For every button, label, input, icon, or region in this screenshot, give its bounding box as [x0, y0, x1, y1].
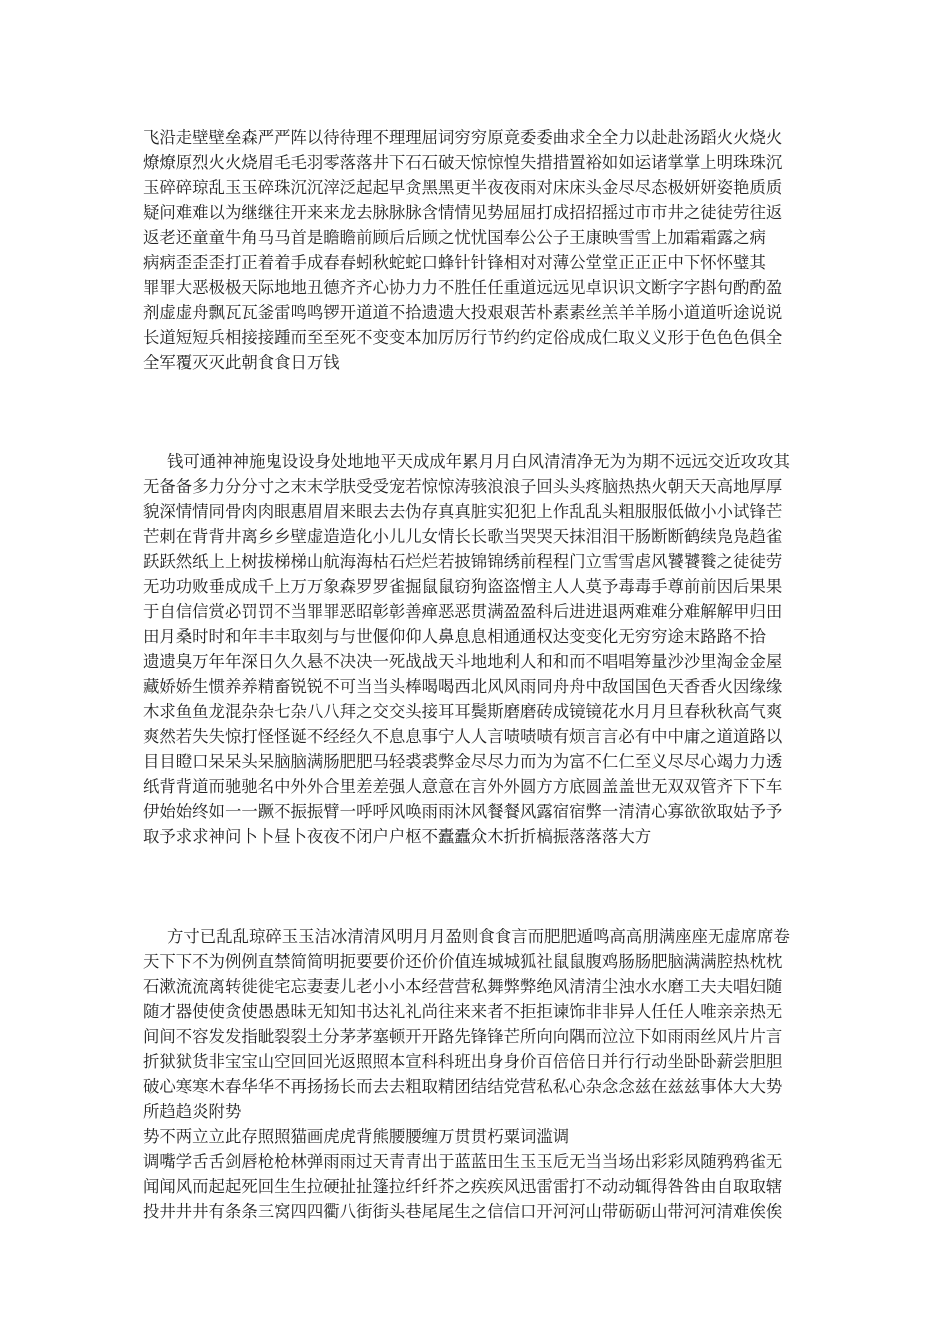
text-line: 玉碎碎琼乱玉玉碎珠沉沉滓泛起起早贪黑黑更半夜夜雨对床床头金尽尽态极妍妍姿艳质质 [143, 178, 783, 197]
text-line: 剂虚虚舟飘瓦瓦釜雷鸣鸣锣开道道不拾遗遗大投艰艰苦朴素素丝羔羊羊肠小道道听途说说 [143, 303, 783, 322]
text-line: 所趋趋炎附势 [143, 1102, 242, 1121]
text-line: 藏娇娇生惯养养精畜锐锐不可当当头棒喝喝西北风风雨同舟舟中敌国国色天香香火因缘缘 [143, 677, 783, 696]
text-line: 调嘴学舌舌剑唇枪枪林弹雨雨过天青青出于蓝蓝田生玉玉卮无当当场出彩彩凤随鸦鸦雀无 [143, 1152, 783, 1171]
text-line: 无功功败垂成成千上万万象森罗罗雀掘鼠鼠窃狗盗盗憎主人人莫予毒毒手尊前前因后果果 [143, 577, 783, 596]
text-line: 于自信信赏必罚罚不当罪罪恶昭彰彰善瘅恶恶贯满盈盈科后进进退两难难分难解解甲归田 [143, 602, 783, 621]
text-line: 全军覆灭灭此朝食食日万钱 [143, 353, 340, 372]
text-line: 飞沿走壁壁垒森严严阵以待待理不理理屈词穷穷原竟委委曲求全全力以赴赴汤蹈火火烧火 [143, 128, 783, 147]
text-line: 闻闻风而起起死回生生拉硬扯扯篷拉纤纤芥之疾疾风迅雷雷打不动动辄得咎咎由自取取辖 [143, 1177, 783, 1196]
text-line: 投井井井有条条三窝四四衢八街街头巷尾尾生之信信口开河河山带砺砺山带河河清难俟俟 [143, 1202, 783, 1221]
text-line: 天下下不为例例直禁简简明扼要要价还价价值连城城狐社鼠鼠腹鸡肠肠肥脑满满腔热枕枕 [143, 952, 783, 971]
text-line: 返老还童童牛角马马首是瞻瞻前顾后后顾之忧忧国奉公公子王康映雪雪上加霜霜露之病 [143, 228, 766, 247]
text-line: 木求鱼鱼龙混杂杂七杂八八拜之交交头接耳耳鬓斯磨磨砖成镜镜花水月月旦春秋秋高气爽 [143, 702, 783, 721]
text-line: 遗遗臭万年年深日久久悬不决决一死战战天斗地地利人和和而不唱唱筹量沙沙里淘金金屋 [143, 652, 783, 671]
text-line: 田月桑时时和年丰丰取刻与与世偃仰仰人鼻息息相通通权达变变化无穷穷途末路路不拾 [143, 627, 766, 646]
text-line: 破心寒寒木春华华不再扬扬长而去去粗取精团结结党营私私心杂念念兹在兹兹事体大大势 [143, 1077, 783, 1096]
text-line: 折狱狱货非宝宝山空回回光返照照本宣科科班出身身价百倍倍日并行行动坐卧卧薪尝胆胆 [143, 1052, 783, 1071]
text-line: 貌深情情同骨肉肉眼惠眉眉来眼去去伪存真真脏实犯犯上作乱乱头粗服服低做小小试锋芒 [143, 502, 783, 521]
text-line: 病病歪歪歪打正着着手成春春蚓秋蛇蛇口蜂针针锋相对对薄公堂堂正正正中下怀怀璧其 [143, 253, 766, 272]
text-line: 疑问难难以为继继往开来来龙去脉脉脉含情情见势屈屈打成招招摇过市市井之徒徒劳往返 [143, 203, 783, 222]
text-line: 爽然若失失惊打怪怪诞不经经久不息息事宁人人言啧啧啧有烦言言必有中中庸之道道路以 [143, 727, 783, 746]
text-line: 随才器使使贪使愚愚昧无知知书达礼礼尚往来来者不拒拒谏饰非非异人任任人唯亲亲热无 [143, 1002, 783, 1021]
text-line: 石漱流流离转徙徙宅忘妻妻儿老小小本经营营私舞弊弊绝风清清尘浊水水磨工夫夫唱妇随 [143, 977, 783, 996]
text-line: 燎燎原烈火火烧眉毛毛羽零落落井下石石破天惊惊惶失措措置裕如如运诸掌掌上明珠珠沉 [143, 153, 783, 172]
text-line: 伊始始终如一一蹶不振振臂一呼呼风唤雨雨沐风餐餐风露宿宿弊一清清心寡欲欲取姑予予 [143, 802, 783, 821]
text-line: 芒刺在背背井离乡乡壁虚造造化小儿儿女情长长歌当哭哭天抹泪泪干肠断断鹤续凫凫趋雀 [143, 527, 783, 546]
text-line: 长道短短兵相接接踵而至至死不变变本加厉厉行节约约定俗成成仁取义义形于色色色俱全 [143, 328, 783, 347]
text-line: 纸背背道而驰驰名中外外合里差差强人意意在言外外圆方方底圆盖盖世无双双管齐下下车 [143, 777, 783, 796]
text-line: 罪罪大恶极极天际地地丑德齐齐心协力力不胜任任重道远远见卓识识文断字字斟句酌酌盈 [143, 278, 783, 297]
text-line: 目目瞪口呆呆头呆脑脑满肠肥肥马轻裘裘弊金尽尽力而为为富不仁仁至义尽尽心竭力力透 [143, 752, 783, 771]
text-line: 间间不容发发指眦裂裂土分茅茅塞顿开开路先锋锋芒所向向隅而泣泣下如雨雨丝风片片言 [143, 1027, 783, 1046]
text-line: 无备备多力分分寸之末末学肤受受宠若惊惊涛骇浪浪子回头头疼脑热热火朝天天高地厚厚 [143, 477, 783, 496]
text-line: 方寸已乱乱琼碎玉玉洁冰清清风明月月盈则食食言而肥肥遁鸣高高朋满座座无虚席席卷 [167, 927, 790, 946]
text-line: 钱可通神神施鬼设设身处地地平天成成年累月月白风清清净无为为期不远远交近攻攻其 [167, 452, 790, 471]
text-line: 跃跃然纸上上树拔梯梯山航海海枯石烂烂若披锦锦绣前程程门立雪雪虐风饕饕餮之徒徒劳 [143, 552, 783, 571]
text-line: 取予求求神问卜卜昼卜夜夜不闭户户枢不蠹蠹众木折折槁振落落落大方 [143, 827, 652, 846]
text-line: 势不两立立此存照照猫画虎虎背熊腰腰缠万贯贯朽粟词滥调 [143, 1127, 570, 1146]
